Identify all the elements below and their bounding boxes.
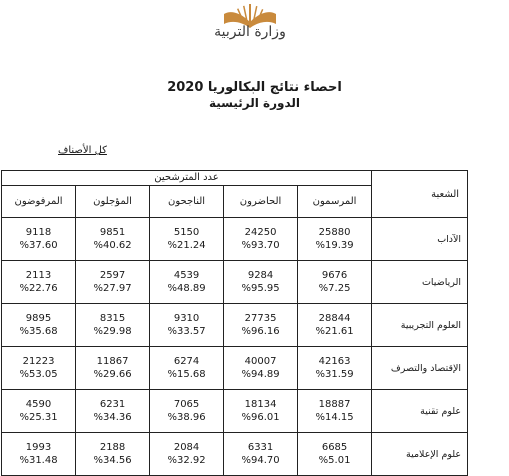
cell-count: 6274 bbox=[173, 356, 200, 367]
cell-percent: %94.89 bbox=[241, 369, 280, 380]
column-header: المرفوضون bbox=[2, 185, 76, 217]
category-label: كل الأصناف bbox=[58, 145, 107, 156]
table-cell bbox=[2, 390, 76, 433]
cell-count: 2084 bbox=[173, 442, 200, 453]
cell-count: 25880 bbox=[318, 227, 351, 238]
branch-name: العلوم التجريبية bbox=[372, 304, 468, 347]
table-cell bbox=[150, 433, 224, 476]
branch-name: علوم تقنية bbox=[372, 390, 468, 433]
table-row bbox=[2, 347, 468, 390]
page-title: احصاء نتائج البكالوريا 2020 bbox=[167, 80, 342, 95]
table-cell bbox=[224, 347, 298, 390]
column-header: الحاضرون bbox=[224, 185, 298, 217]
cell-count: 2113 bbox=[25, 270, 52, 281]
table-row bbox=[2, 390, 468, 433]
table-cell bbox=[224, 304, 298, 347]
cell-percent: %95.95 bbox=[241, 283, 280, 294]
table-cell bbox=[76, 433, 150, 476]
cell-percent: %29.98 bbox=[93, 326, 132, 337]
cell-percent: %35.68 bbox=[19, 326, 58, 337]
cell-count: 4539 bbox=[173, 270, 200, 281]
cell-percent: %31.48 bbox=[19, 455, 58, 466]
table-cell bbox=[298, 261, 372, 304]
cell-count: 9310 bbox=[173, 313, 200, 324]
cell-count: 9284 bbox=[247, 270, 274, 281]
cell-percent: %34.36 bbox=[93, 412, 132, 423]
cell-percent: %48.89 bbox=[167, 283, 206, 294]
cell-percent: %32.92 bbox=[167, 455, 206, 466]
table-cell bbox=[2, 347, 76, 390]
table-cell bbox=[150, 261, 224, 304]
cell-count: 6331 bbox=[247, 442, 274, 453]
cell-count: 18134 bbox=[244, 399, 277, 410]
cell-count: 42163 bbox=[318, 356, 351, 367]
cell-percent: %19.39 bbox=[315, 240, 354, 251]
table-cell bbox=[76, 347, 150, 390]
cell-count: 2597 bbox=[99, 270, 126, 281]
cell-count: 1993 bbox=[25, 442, 52, 453]
cell-count: 28844 bbox=[318, 313, 351, 324]
cell-count: 2188 bbox=[99, 442, 126, 453]
table-cell bbox=[76, 390, 150, 433]
column-header: الناجحون bbox=[150, 185, 224, 217]
cell-count: 7065 bbox=[173, 399, 200, 410]
cell-percent: %7.25 bbox=[318, 283, 351, 294]
table-row bbox=[2, 261, 468, 304]
table-cell bbox=[298, 433, 372, 476]
page-subtitle: الدورة الرئيسية bbox=[208, 96, 301, 110]
cell-percent: %96.16 bbox=[241, 326, 280, 337]
table-cell bbox=[224, 261, 298, 304]
cell-count: 5150 bbox=[173, 227, 200, 238]
cell-count: 4590 bbox=[25, 399, 52, 410]
cell-count: 18887 bbox=[318, 399, 351, 410]
cell-percent: %94.70 bbox=[241, 455, 280, 466]
table-cell bbox=[2, 218, 76, 261]
table-cell bbox=[298, 304, 372, 347]
cell-percent: %25.31 bbox=[19, 412, 58, 423]
cell-count: 21223 bbox=[22, 356, 55, 367]
results-table bbox=[1, 170, 468, 476]
branch-name: الإقتصاد والتصرف bbox=[372, 347, 468, 390]
table-cell bbox=[298, 390, 372, 433]
ministry-name: وزارة التربية bbox=[214, 24, 286, 40]
cell-percent: %96.01 bbox=[241, 412, 280, 423]
cell-percent: %22.76 bbox=[19, 283, 58, 294]
cell-count: 11867 bbox=[96, 356, 129, 367]
column-header: المؤجلون bbox=[76, 185, 150, 217]
table-cell bbox=[150, 218, 224, 261]
table-cell bbox=[224, 433, 298, 476]
cell-count: 24250 bbox=[244, 227, 277, 238]
cell-percent: %38.96 bbox=[167, 412, 206, 423]
cell-percent: %31.59 bbox=[315, 369, 354, 380]
table-cell bbox=[150, 347, 224, 390]
cell-count: 40007 bbox=[244, 356, 277, 367]
table-row bbox=[2, 304, 468, 347]
cell-percent: %53.05 bbox=[19, 369, 58, 380]
table-cell bbox=[2, 304, 76, 347]
cell-percent: %33.57 bbox=[167, 326, 206, 337]
table-row bbox=[2, 433, 468, 476]
cell-count: 9676 bbox=[321, 270, 348, 281]
cell-percent: %40.62 bbox=[93, 240, 132, 251]
cell-count: 9895 bbox=[25, 313, 52, 324]
table-cell bbox=[150, 304, 224, 347]
cell-percent: %21.24 bbox=[167, 240, 206, 251]
table-cell bbox=[76, 304, 150, 347]
table-cell bbox=[224, 218, 298, 261]
branch-header: الشعبة bbox=[372, 171, 468, 218]
cell-percent: %15.68 bbox=[167, 369, 206, 380]
cell-percent: %27.97 bbox=[93, 283, 132, 294]
cell-count: 9851 bbox=[99, 227, 126, 238]
cell-percent: %29.66 bbox=[93, 369, 132, 380]
branch-name: الرياضيات bbox=[372, 261, 468, 304]
table-cell bbox=[298, 347, 372, 390]
cell-count: 8315 bbox=[99, 313, 126, 324]
cell-count: 6231 bbox=[99, 399, 126, 410]
table-cell bbox=[224, 390, 298, 433]
cell-count: 6685 bbox=[321, 442, 348, 453]
table-cell bbox=[298, 218, 372, 261]
table-row bbox=[2, 218, 468, 261]
cell-percent: %93.70 bbox=[241, 240, 280, 251]
cell-percent: %37.60 bbox=[19, 240, 58, 251]
cell-percent: %14.15 bbox=[315, 412, 354, 423]
table-cell bbox=[2, 433, 76, 476]
cell-percent: %21.61 bbox=[315, 326, 354, 337]
cell-count: 9118 bbox=[25, 227, 52, 238]
column-header: المرسمون bbox=[298, 185, 372, 217]
table-cell bbox=[2, 261, 76, 304]
cell-percent: %34.56 bbox=[93, 455, 132, 466]
cell-percent: %5.01 bbox=[318, 455, 351, 466]
table-cell bbox=[76, 261, 150, 304]
table-cell bbox=[76, 218, 150, 261]
cell-count: 27735 bbox=[244, 313, 277, 324]
branch-name: علوم الإعلامية bbox=[372, 433, 468, 476]
branch-name: الآداب bbox=[372, 218, 468, 261]
candidates-group-header: عدد المترشحين bbox=[2, 171, 372, 186]
table-cell bbox=[150, 390, 224, 433]
